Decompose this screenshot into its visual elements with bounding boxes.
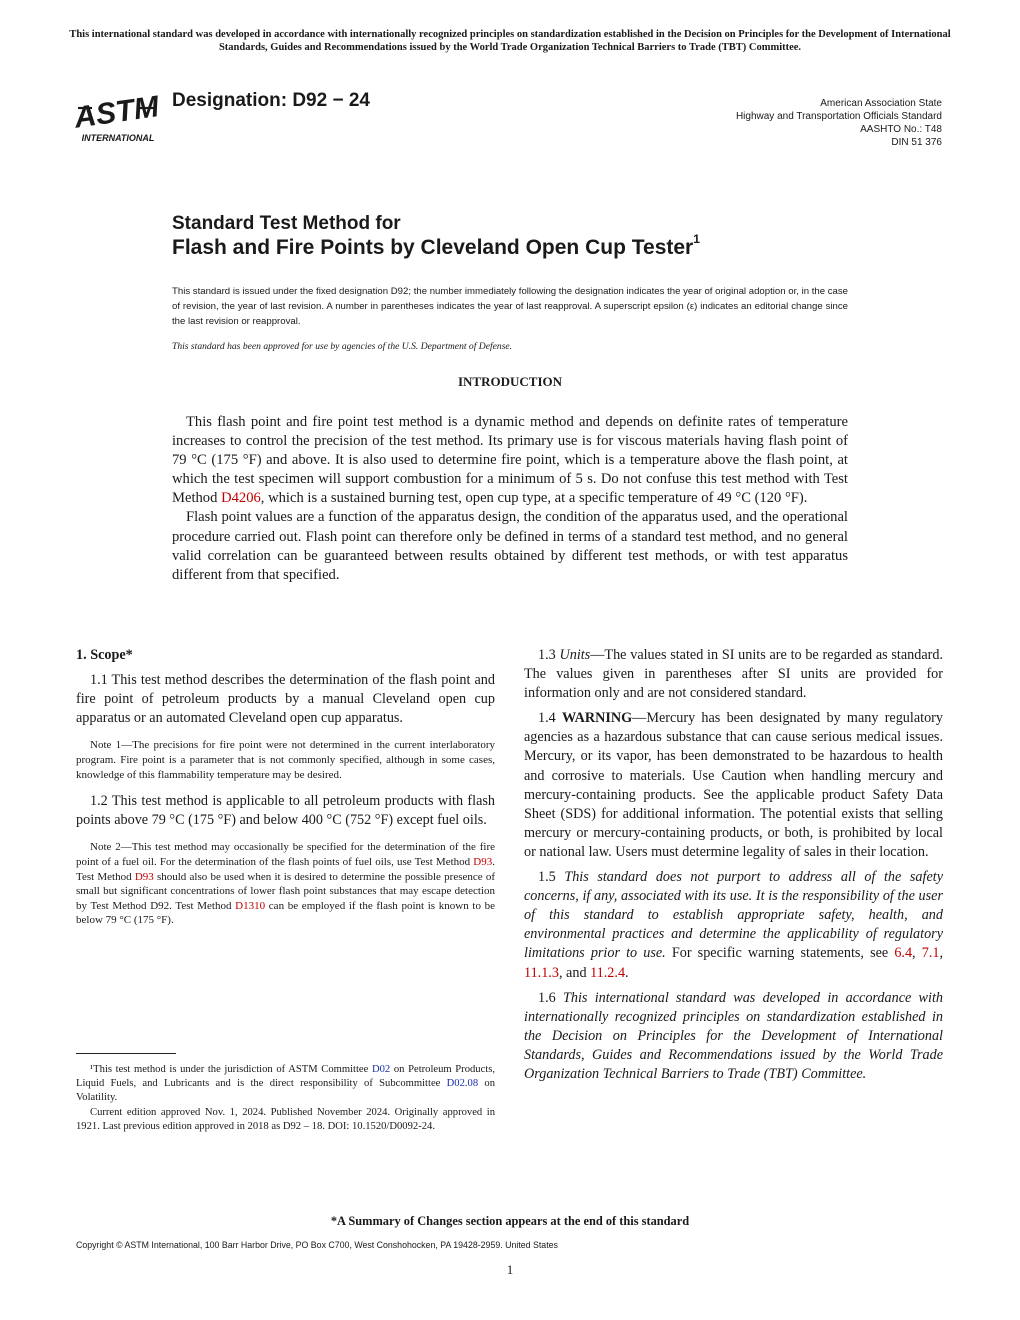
top-note: This international standard was developed in accordance with internationally recognized principles on standardization established in the Decision on Principles for the Development of International Standards, Guides and Recommendations issued by the World Trade Organization Technical Barriers to Trade (TBT) Committee. [69,29,951,53]
dod-statement: This standard has been approved for use by agencies of the U.S. Department of Defense. [172,341,513,352]
aashto-line: AASHTO No.: T48 [860,124,942,135]
page-number: 1 [506,1262,514,1277]
link-11-2-4[interactable]: 11.2.4 [590,964,626,981]
section-1-6: 1.6 This international standard was developed in accordance with internationally recognized principles on standardization established in the Decision on Principles for the Development of International Standards, Guides and Recommendations issued by the World Trade Organization Technical Barriers to Trade (TBT) Committee. [524,989,943,1082]
logo-subtitle: INTERNATIONAL [81,133,155,143]
link-7-1[interactable]: 7.1 [921,945,940,962]
intro-paragraph: Flash point values are a function of the apparatus design, the condition of the apparatus used, and the operational procedure carried out. Flash point can therefore only be defined in terms of a standard test method, and no general valid correlation can be guaranteed between results obtained by different test methods, or with test apparatus different from that specified. [172,509,848,583]
intro-paragraph: This flash point and fire point test method is a dynamic method and depends on definite rates of temperature increases to control the precision of the test method. Its primary use is for viscous materials having flash point of 79 °C (175 °F) and above. It is also used to determine fire point, which is a temperature above the flash point, at which the test specimen will support combustion for a minimum of 5 s. Do not confuse this test method with Test Method D4206, which is a sustained burning test, open cup type, at a specific temperature of 49 °C (120 °F). [172,414,848,507]
right-column [524,646,943,1090]
link-11-1-3[interactable]: 11.1.3 [524,964,559,981]
title-text: Flash and Fire Points by Cleveland Open Cup Tester [172,236,694,259]
note-1: Note 1—The precisions for fire point were not determined in the current interlaboratory program. Fire point is a parameter that is not commonly specified, although in some cases, knowledge of this flammability temperature may be desired. [76,739,495,781]
title-footnote-ref[interactable]: 1 [693,232,700,246]
logo-letters: ASTM [72,90,162,135]
aashto-line: DIN 51 376 [891,137,942,148]
copyright: Copyright © ASTM International, 100 Barr Harbor Drive, PO Box C700, West Conshohocken, PA 19428-2959. United States [76,1240,558,1250]
section-1-4: 1.4 WARNING—Mercury has been designated by many regulatory agencies as a hazardous substance that can cause serious medical issues. Mercury, or its vapor, has been demonstrated to be hazardous to health and corrosive to materials. Use Caution when handling mercury and mercury-containing products. See the applicable product Safety Data Sheet (SDS) for additional information. The potential exists that selling mercury or mercury-containing products, or both, is prohibited by local or national law. Users must determine legality of sales in their location. [524,710,943,860]
summary-of-changes: *A Summary of Changes section appears at the end of this standard [330,1214,690,1228]
section-1-3: 1.3 Units—The values stated in SI units are to be regarded as standard. The values given in parentheses after SI units are provided for information only and are not considered standard. [524,647,944,702]
scope-heading: 1. Scope* [76,647,133,663]
aashto-line: American Association State [820,98,942,109]
introduction [172,413,848,585]
section-1-1: 1.1 This test method describes the determination of the flash point and fire point of petroleum products by a manual Cleveland open cup apparatus or an automated Cleveland open cup apparatus. [76,672,495,727]
title-line2 [172,232,700,260]
title-line1: Standard Test Method for [172,213,401,234]
link-d1310[interactable]: D1310 [235,899,266,912]
left-column [76,646,495,938]
note-2: Note 2—This test method may occasionally be specified for the determination of the fire point of a fuel oil. For the determination of the flash points of fuel oils, use Test Method D93. Test Method D93 should also be used when it is desired to determine the possible presence of small but significant concentrations of lower flash point substances that may escape detection by Test Method D92. Test Method D1310 can be employed if the flash point is known to be below 79 °C (175 °F). [76,841,496,927]
astm-logo [70,78,162,144]
section-1-2: 1.2 This test method is applicable to all petroleum products with flash points above 79 °C (175 °F) and below 400 °C (752 °F) except fuel oils. [76,793,495,829]
issued-statement: This standard is issued under the fixed designation D92; the number immediately following the designation indicates the year of original adoption or, in the case of revision, the year of last revision. A number in parentheses indicates the year of last reapproval. A superscript epsilon (ε) indicates an editorial change since the last revision or reapproval. [172,286,848,327]
footnotes [76,1063,495,1134]
link-d02[interactable]: D02 [371,1064,391,1075]
aashto-block [736,97,942,149]
link-d93[interactable]: D93 [473,855,493,868]
designation: Designation: D92 − 24 [172,90,370,111]
link-d02-08[interactable]: D02.08 [446,1078,479,1090]
link-6-4[interactable]: 6.4 [894,945,913,962]
intro-heading: INTRODUCTION [457,374,562,389]
link-d93[interactable]: D93 [134,870,154,883]
section-1-5: 1.5 This standard does not purport to address all of the safety concerns, if any, associated with its use. It is the responsibility of the user of this standard to establish appropriate safety, health, and environmental practices and determine the applicability of regulatory limitations prior to use. For specific warning statements, see 6.4, 7.1, 11.1.3, and 11.2.4. [524,869,943,981]
aashto-line: Highway and Transportation Officials Standard [735,111,942,122]
link-d4206[interactable]: D4206 [221,490,261,507]
footnote-rule [76,1053,176,1054]
footnote-edition: Current edition approved Nov. 1, 2024. Published November 2024. Originally approved in 1921. Last previous edition approved in 2018 as D92 – 18. DOI: 10.1520/D0092-24. [76,1106,495,1132]
footnote-1: ¹This test method is under the jurisdiction of ASTM Committee D02 on Petroleum Products, Liquid Fuels, and Lubricants and is the direct responsibility of Subcommittee D02.08 on Volatility. [76,1064,496,1104]
